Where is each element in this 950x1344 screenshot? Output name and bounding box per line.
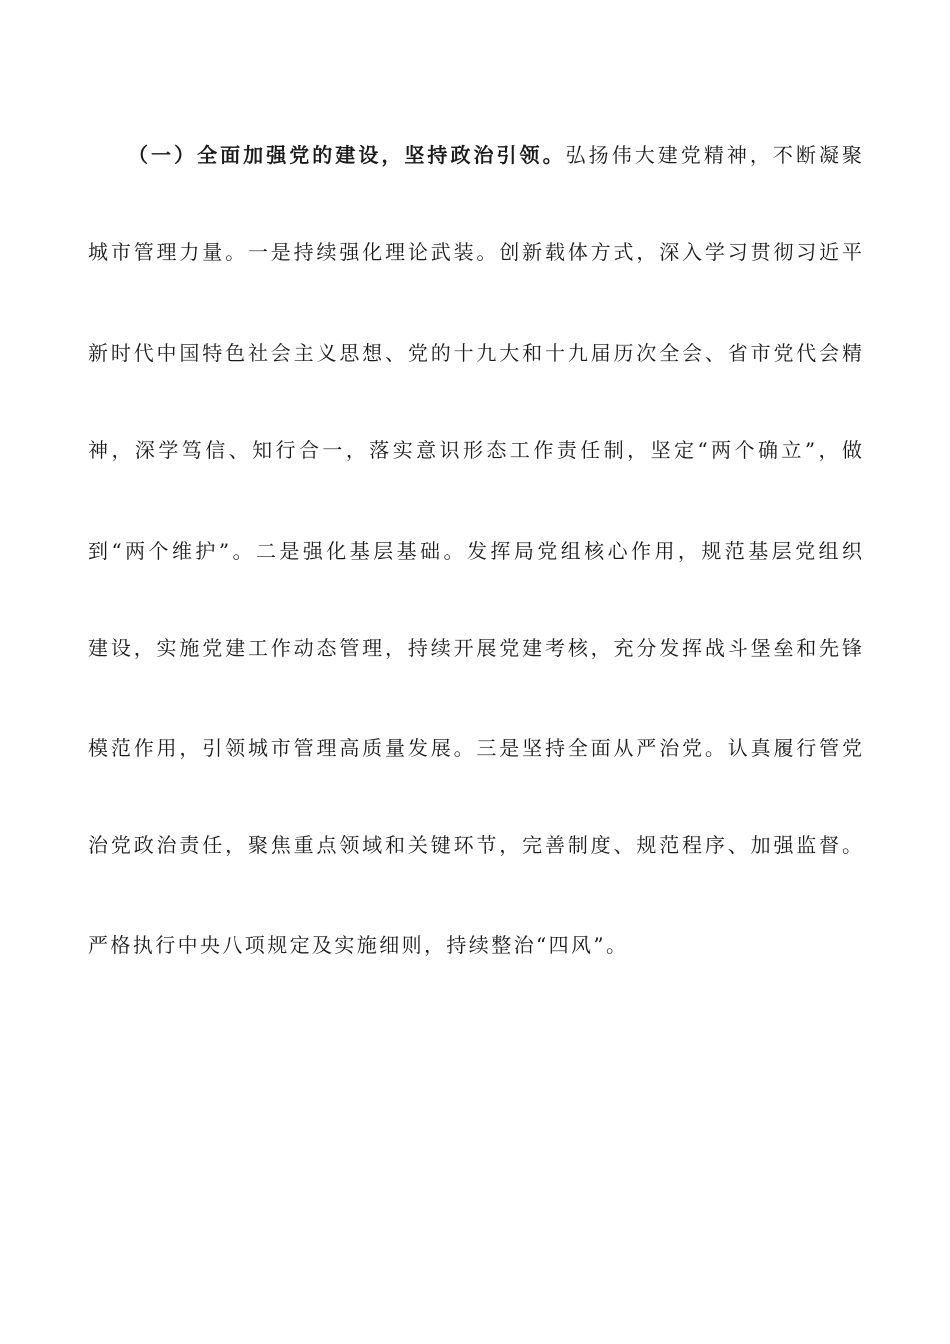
paragraph-line-9: 严格执行中央八项规定及实施细则，持续整治“四风”。 <box>88 933 629 957</box>
section-heading: （一）全面加强党的建设，坚持政治引领。 <box>128 143 566 167</box>
paragraph-line-7: 模范作用，引领城市管理高质量发展。三是坚持全面从严治党。认真履行管党 <box>88 736 862 760</box>
paragraph-line-1 <box>128 140 862 170</box>
paragraph-line-5: 到“两个维护”。二是强化基层基础。发挥局党组核心作用，规范基层党组织 <box>88 539 862 563</box>
paragraph-line-1-text: 弘扬伟大建党精神，不断凝聚 <box>565 143 863 167</box>
paragraph-line-2: 城市管理力量。一是持续强化理论武装。创新载体方式，深入学习贯彻习近平 <box>88 240 862 264</box>
paragraph-line-4: 神，深学笃信、知行合一，落实意识形态工作责任制，坚定“两个确立”，做 <box>88 438 862 462</box>
paragraph-line-6: 建设，实施党建工作动态管理，持续开展党建考核，充分发挥战斗堡垒和先锋 <box>88 636 862 660</box>
paragraph-line-8: 治党政治责任，聚焦重点领域和关键环节，完善制度、规范程序、加强监督。 <box>88 833 862 857</box>
paragraph-line-3: 新时代中国特色社会主义思想、党的十九大和十九届历次全会、省市党代会精 <box>88 341 862 365</box>
